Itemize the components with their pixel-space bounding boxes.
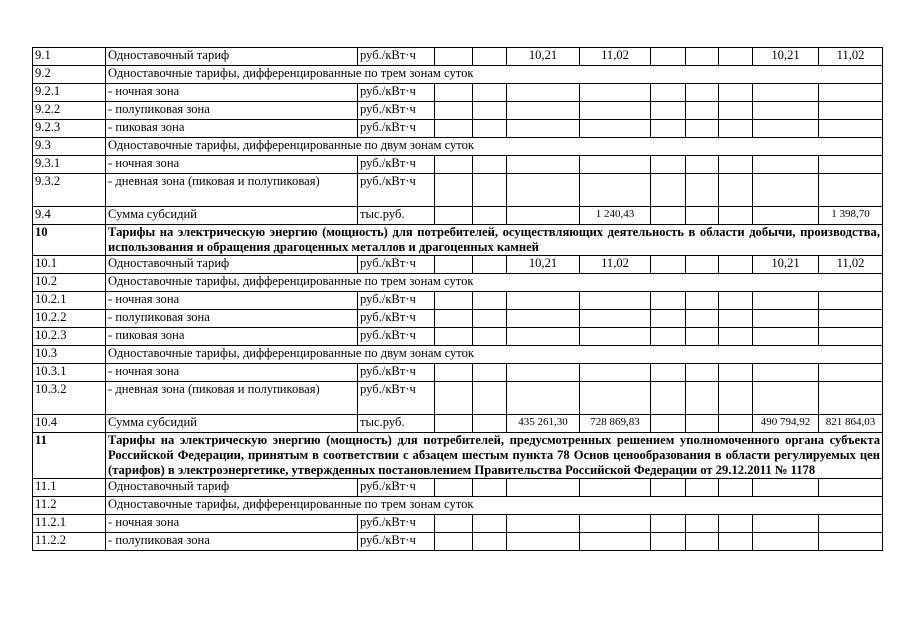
row-number: 9.3.1: [33, 156, 106, 174]
row-name: - ночная зона: [106, 515, 358, 533]
row-unit: руб./кВт·ч: [358, 84, 435, 102]
value-cell: [686, 120, 719, 138]
value-cell: [435, 533, 473, 551]
subsection-title: Одноставочные тарифы, дифференцированные по трем зонам суток: [106, 66, 883, 84]
row-number: 10.2.1: [33, 292, 106, 310]
value-cell: [473, 310, 507, 328]
row-unit: руб./кВт·ч: [358, 156, 435, 174]
row-number: 10.3: [33, 346, 106, 364]
value-cell: [473, 48, 507, 66]
value-cell: 11,02: [580, 48, 651, 66]
row-unit: руб./кВт·ч: [358, 102, 435, 120]
row-name: Одноставочный тариф: [106, 256, 358, 274]
subsection-row: [33, 497, 883, 515]
table-row: [33, 479, 883, 497]
value-cell: 1 398,70: [819, 207, 883, 225]
value-cell: [507, 479, 580, 497]
table-row: [33, 533, 883, 551]
row-number: 9.2.2: [33, 102, 106, 120]
value-cell: [473, 120, 507, 138]
value-cell: [719, 120, 753, 138]
row-unit: руб./кВт·ч: [358, 174, 435, 207]
value-cell: [435, 102, 473, 120]
value-cell: [435, 382, 473, 415]
value-cell: [686, 533, 719, 551]
value-cell: [651, 382, 686, 415]
value-cell: [507, 292, 580, 310]
value-cell: [580, 533, 651, 551]
value-cell: [473, 292, 507, 310]
value-cell: [473, 479, 507, 497]
value-cell: [819, 292, 883, 310]
value-cell: [686, 48, 719, 66]
value-cell: [719, 364, 753, 382]
row-name: - ночная зона: [106, 84, 358, 102]
value-cell: [473, 156, 507, 174]
value-cell: [651, 479, 686, 497]
value-cell: [719, 256, 753, 274]
value-cell: [719, 156, 753, 174]
table-row: [33, 515, 883, 533]
value-cell: [507, 533, 580, 551]
value-cell: [719, 84, 753, 102]
value-cell: [473, 328, 507, 346]
value-cell: [580, 102, 651, 120]
value-cell: [435, 84, 473, 102]
tariff-table: [32, 47, 883, 551]
value-cell: 10,21: [507, 48, 580, 66]
value-cell: [651, 174, 686, 207]
value-cell: [580, 174, 651, 207]
value-cell: [719, 292, 753, 310]
value-cell: [473, 174, 507, 207]
value-cell: [719, 174, 753, 207]
subsection-row: [33, 66, 883, 84]
value-cell: [719, 515, 753, 533]
row-name: Сумма субсидий: [106, 207, 358, 225]
value-cell: [686, 207, 719, 225]
row-number: 11.1: [33, 479, 106, 497]
value-cell: [719, 328, 753, 346]
value-cell: [651, 292, 686, 310]
value-cell: [651, 310, 686, 328]
value-cell: [686, 415, 719, 433]
row-number: 10.2.2: [33, 310, 106, 328]
row-unit: руб./кВт·ч: [358, 328, 435, 346]
value-cell: [651, 533, 686, 551]
value-cell: [580, 328, 651, 346]
table-row: [33, 207, 883, 225]
row-unit: тыс.руб.: [358, 207, 435, 225]
value-cell: [686, 479, 719, 497]
row-number: 10.3.2: [33, 382, 106, 415]
row-name: Одноставочный тариф: [106, 48, 358, 66]
value-cell: [753, 292, 819, 310]
value-cell: [580, 382, 651, 415]
section-number: 11: [33, 433, 106, 479]
subsection-row: [33, 274, 883, 292]
value-cell: [719, 382, 753, 415]
value-cell: [580, 364, 651, 382]
section-header-row: [33, 225, 883, 256]
value-cell: [753, 328, 819, 346]
row-name: Одноставочный тариф: [106, 479, 358, 497]
value-cell: [753, 174, 819, 207]
value-cell: [753, 364, 819, 382]
subsection-title: Одноставочные тарифы, дифференцированные по двум зонам суток: [106, 138, 883, 156]
value-cell: [580, 515, 651, 533]
value-cell: [819, 174, 883, 207]
value-cell: [753, 102, 819, 120]
value-cell: [651, 207, 686, 225]
value-cell: [435, 415, 473, 433]
value-cell: [435, 328, 473, 346]
value-cell: [473, 207, 507, 225]
value-cell: [435, 120, 473, 138]
row-unit: руб./кВт·ч: [358, 256, 435, 274]
row-name: - полупиковая зона: [106, 310, 358, 328]
value-cell: [473, 364, 507, 382]
value-cell: [507, 364, 580, 382]
value-cell: [651, 328, 686, 346]
row-number: 9.3: [33, 138, 106, 156]
value-cell: [719, 310, 753, 328]
subsection-title: Одноставочные тарифы, дифференцированные по трем зонам суток: [106, 497, 883, 515]
value-cell: [473, 382, 507, 415]
row-unit: руб./кВт·ч: [358, 479, 435, 497]
value-cell: [435, 310, 473, 328]
row-number: 10.2.3: [33, 328, 106, 346]
value-cell: 11,02: [819, 48, 883, 66]
row-name: - пиковая зона: [106, 328, 358, 346]
table-row: [33, 382, 883, 415]
value-cell: 490 794,92: [753, 415, 819, 433]
value-cell: [686, 84, 719, 102]
value-cell: [686, 515, 719, 533]
value-cell: [686, 156, 719, 174]
row-name: - ночная зона: [106, 292, 358, 310]
table-row: [33, 48, 883, 66]
value-cell: 1 240,43: [580, 207, 651, 225]
value-cell: [507, 156, 580, 174]
value-cell: [819, 533, 883, 551]
table-row: [33, 102, 883, 120]
value-cell: [819, 328, 883, 346]
value-cell: [580, 310, 651, 328]
value-cell: [435, 207, 473, 225]
value-cell: [435, 48, 473, 66]
row-number: 11.2: [33, 497, 106, 515]
value-cell: [651, 102, 686, 120]
row-name: - полупиковая зона: [106, 533, 358, 551]
value-cell: [435, 515, 473, 533]
value-cell: 10,21: [507, 256, 580, 274]
row-unit: руб./кВт·ч: [358, 310, 435, 328]
value-cell: [580, 479, 651, 497]
value-cell: [719, 102, 753, 120]
row-number: 10.2: [33, 274, 106, 292]
table-row: [33, 174, 883, 207]
row-name: - пиковая зона: [106, 120, 358, 138]
value-cell: [651, 415, 686, 433]
value-cell: [651, 364, 686, 382]
section-title: Тарифы на электрическую энергию (мощность) для потребителей, предусмотренных решением уполномоченного органа субъекта Российской Федерации, принятым в соответствии с абзацем шестым пункта 78 Основ ценообразования в области регулируемых цен (тарифов) в электроэнергетике, утвержденных постановлением Правительства Российской Федерации от 29.12.2011 № 1178: [106, 433, 883, 479]
value-cell: [753, 84, 819, 102]
value-cell: [473, 515, 507, 533]
value-cell: [580, 156, 651, 174]
section-header-row: [33, 433, 883, 479]
value-cell: [753, 156, 819, 174]
value-cell: [507, 382, 580, 415]
value-cell: [686, 102, 719, 120]
value-cell: 728 869,83: [580, 415, 651, 433]
table-row: [33, 364, 883, 382]
value-cell: [580, 84, 651, 102]
value-cell: [473, 84, 507, 102]
value-cell: 10,21: [753, 256, 819, 274]
value-cell: [507, 515, 580, 533]
value-cell: [819, 364, 883, 382]
value-cell: [435, 156, 473, 174]
value-cell: [651, 515, 686, 533]
value-cell: 821 864,03: [819, 415, 883, 433]
table-row: [33, 328, 883, 346]
value-cell: 11,02: [580, 256, 651, 274]
section-number: 10: [33, 225, 106, 256]
row-unit: руб./кВт·ч: [358, 120, 435, 138]
value-cell: [819, 102, 883, 120]
subsection-row: [33, 346, 883, 364]
row-unit: руб./кВт·ч: [358, 382, 435, 415]
table-row: [33, 120, 883, 138]
row-number: 9.2.1: [33, 84, 106, 102]
value-cell: [819, 156, 883, 174]
value-cell: [686, 174, 719, 207]
value-cell: [473, 533, 507, 551]
value-cell: [753, 120, 819, 138]
value-cell: [435, 479, 473, 497]
subsection-title: Одноставочные тарифы, дифференцированные по двум зонам суток: [106, 346, 883, 364]
value-cell: [651, 120, 686, 138]
value-cell: [753, 207, 819, 225]
row-number: 10.4: [33, 415, 106, 433]
subsection-title: Одноставочные тарифы, дифференцированные по трем зонам суток: [106, 274, 883, 292]
value-cell: [686, 310, 719, 328]
value-cell: [580, 292, 651, 310]
value-cell: [507, 102, 580, 120]
value-cell: [719, 415, 753, 433]
row-unit: руб./кВт·ч: [358, 292, 435, 310]
value-cell: [819, 382, 883, 415]
row-name: - полупиковая зона: [106, 102, 358, 120]
value-cell: [473, 415, 507, 433]
value-cell: [473, 102, 507, 120]
value-cell: [651, 156, 686, 174]
value-cell: 10,21: [753, 48, 819, 66]
value-cell: [753, 310, 819, 328]
tariff-table-body: [33, 48, 883, 551]
value-cell: [719, 479, 753, 497]
row-unit: руб./кВт·ч: [358, 48, 435, 66]
value-cell: [719, 533, 753, 551]
value-cell: [435, 174, 473, 207]
row-number: 10.3.1: [33, 364, 106, 382]
value-cell: [819, 120, 883, 138]
value-cell: [507, 207, 580, 225]
row-name: Сумма субсидий: [106, 415, 358, 433]
value-cell: [651, 48, 686, 66]
value-cell: [686, 328, 719, 346]
row-number: 9.2: [33, 66, 106, 84]
value-cell: [686, 364, 719, 382]
value-cell: [753, 533, 819, 551]
row-name: - ночная зона: [106, 156, 358, 174]
value-cell: [507, 328, 580, 346]
row-number: 11.2.1: [33, 515, 106, 533]
value-cell: [819, 515, 883, 533]
value-cell: [719, 207, 753, 225]
value-cell: [753, 515, 819, 533]
row-unit: руб./кВт·ч: [358, 515, 435, 533]
table-row: [33, 415, 883, 433]
row-unit: руб./кВт·ч: [358, 364, 435, 382]
value-cell: 435 261,30: [507, 415, 580, 433]
value-cell: [507, 310, 580, 328]
value-cell: [753, 479, 819, 497]
subsection-row: [33, 138, 883, 156]
table-row: [33, 256, 883, 274]
value-cell: [651, 84, 686, 102]
value-cell: [435, 256, 473, 274]
table-row: [33, 84, 883, 102]
table-row: [33, 156, 883, 174]
value-cell: [651, 256, 686, 274]
value-cell: [507, 84, 580, 102]
value-cell: [686, 256, 719, 274]
value-cell: [507, 120, 580, 138]
table-row: [33, 292, 883, 310]
value-cell: [686, 382, 719, 415]
value-cell: 11,02: [819, 256, 883, 274]
row-number: 9.1: [33, 48, 106, 66]
value-cell: [719, 48, 753, 66]
row-unit: руб./кВт·ч: [358, 533, 435, 551]
row-number: 9.3.2: [33, 174, 106, 207]
value-cell: [819, 84, 883, 102]
value-cell: [473, 256, 507, 274]
value-cell: [753, 382, 819, 415]
row-name: - дневная зона (пиковая и полупиковая): [106, 174, 358, 207]
row-number: 9.2.3: [33, 120, 106, 138]
value-cell: [819, 310, 883, 328]
row-number: 11.2.2: [33, 533, 106, 551]
value-cell: [507, 174, 580, 207]
section-title: Тарифы на электрическую энергию (мощность) для потребителей, осуществляющих деятельность в области добычи, производства, использования и обращения драгоценных металлов и драгоценных камней: [106, 225, 883, 256]
row-name: - дневная зона (пиковая и полупиковая): [106, 382, 358, 415]
value-cell: [435, 292, 473, 310]
value-cell: [686, 292, 719, 310]
value-cell: [580, 120, 651, 138]
row-number: 9.4: [33, 207, 106, 225]
table-row: [33, 310, 883, 328]
value-cell: [435, 364, 473, 382]
row-number: 10.1: [33, 256, 106, 274]
row-unit: тыс.руб.: [358, 415, 435, 433]
value-cell: [819, 479, 883, 497]
row-name: - ночная зона: [106, 364, 358, 382]
